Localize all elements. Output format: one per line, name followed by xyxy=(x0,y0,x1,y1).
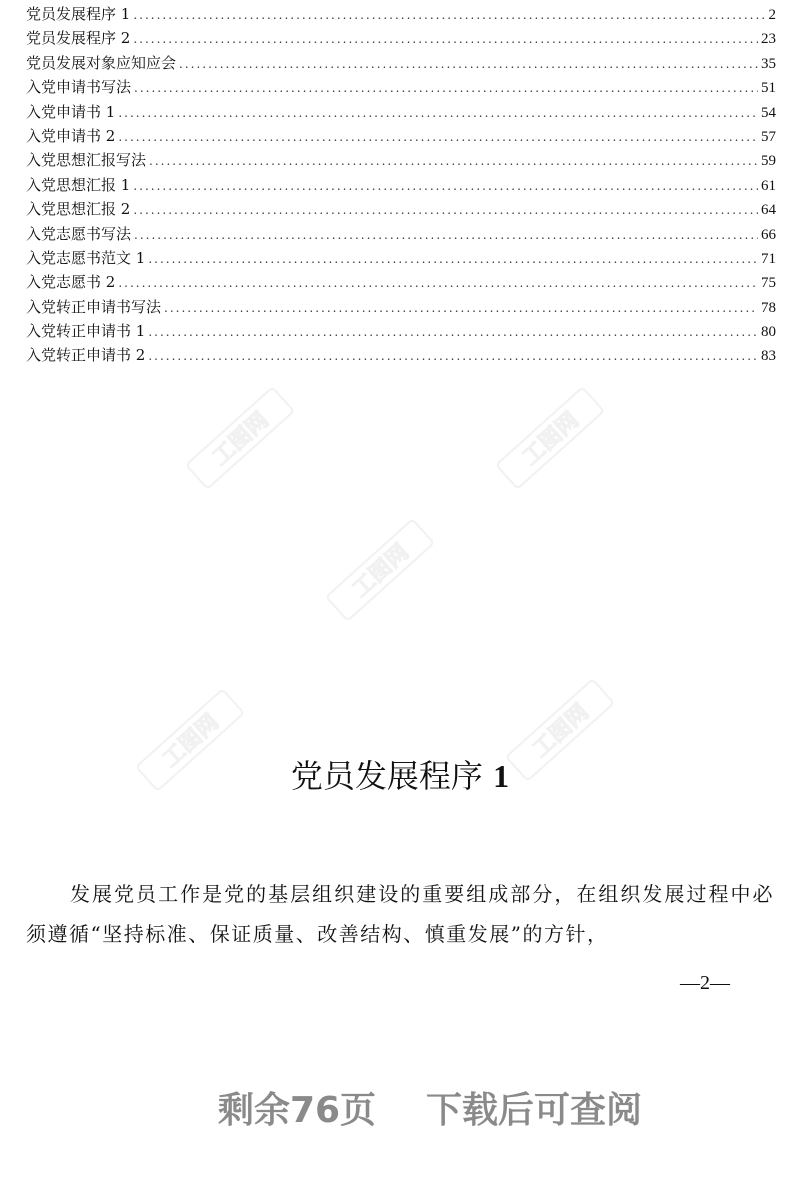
toc-entry[interactable] xyxy=(26,26,776,50)
toc-entry-title: 入党思想汇报 2 xyxy=(26,200,131,219)
toc-dot-leader xyxy=(134,76,758,100)
toc-entry[interactable] xyxy=(26,2,776,26)
toc-entry-title: 入党转正申请书 1 xyxy=(26,322,146,341)
toc-entry[interactable] xyxy=(26,148,776,172)
toc-entry[interactable] xyxy=(26,173,776,197)
remaining-pages-text: 剩余76页 xyxy=(217,1090,377,1131)
svg-text:工图网: 工图网 xyxy=(348,539,414,603)
toc-entry-page: 78 xyxy=(761,299,776,316)
toc-entry-page: 75 xyxy=(761,275,776,292)
download-prompt[interactable] xyxy=(0,1084,800,1138)
section-heading-number: 1 xyxy=(493,758,510,794)
body-paragraph: 发展党员工作是党的基层组织建设的重要组成部分，在组织发展过程中必须遵循“坚持标准、保证质量、改善结构、慎重发展”的方针， xyxy=(26,882,774,946)
toc-entry-page: 23 xyxy=(761,31,776,48)
toc-entry-page: 64 xyxy=(761,202,776,219)
toc-entry-title: 入党志愿书写法 xyxy=(26,224,132,243)
toc-entry[interactable] xyxy=(26,246,776,270)
toc-dot-leader xyxy=(118,101,758,125)
svg-text:工图网: 工图网 xyxy=(518,407,584,471)
toc-entry-page: 66 xyxy=(761,226,776,243)
section-heading xyxy=(0,748,800,804)
toc-dot-leader xyxy=(148,344,758,368)
svg-text:工图网: 工图网 xyxy=(208,407,274,471)
toc-entry-title: 入党申请书 2 xyxy=(26,126,116,145)
toc-dot-leader xyxy=(134,223,758,247)
toc-dot-leader xyxy=(118,271,758,295)
toc-entry-title: 党员发展对象应知应会 xyxy=(26,53,177,72)
toc-entry-title: 入党志愿书 2 xyxy=(26,273,116,292)
svg-text:工图网: 工图网 xyxy=(528,699,594,763)
toc-entry-title: 入党思想汇报 1 xyxy=(26,175,131,194)
toc-entry-title: 入党志愿书范文 1 xyxy=(26,248,146,267)
toc-entry[interactable] xyxy=(26,270,776,294)
toc-entry[interactable] xyxy=(26,124,776,148)
toc-entry-title: 党员发展程序 2 xyxy=(26,29,131,48)
toc-entry-page: 51 xyxy=(761,80,776,97)
toc-entry[interactable] xyxy=(26,100,776,124)
toc-entry[interactable] xyxy=(26,222,776,246)
download-to-read-text: 下载后可查阅 xyxy=(426,1090,643,1131)
toc-entry-page: 83 xyxy=(761,348,776,365)
section-heading-text: 党员发展程序 xyxy=(290,757,483,795)
toc-entry-page: 2 xyxy=(768,7,776,23)
toc-dot-leader xyxy=(149,149,758,173)
toc-entry-page: 54 xyxy=(761,104,776,121)
toc-entry-page: 35 xyxy=(761,55,776,72)
toc-entry-title: 入党申请书 1 xyxy=(26,102,116,121)
toc-entry-page: 71 xyxy=(761,250,776,267)
toc-entry-page: 80 xyxy=(761,324,776,341)
toc-entry[interactable] xyxy=(26,343,776,367)
svg-text:工图网: 工图网 xyxy=(158,709,224,773)
toc-dot-leader xyxy=(164,296,758,320)
toc-entry-title: 入党转正申请书 2 xyxy=(26,346,146,365)
toc-dot-leader xyxy=(133,3,765,27)
toc-entry-title: 入党思想汇报写法 xyxy=(26,151,147,170)
toc-entry[interactable] xyxy=(26,295,776,319)
toc-dot-leader xyxy=(179,52,758,76)
toc-entry-page: 57 xyxy=(761,128,776,145)
toc-entry-title: 入党转正申请书写法 xyxy=(26,297,162,316)
toc-dot-leader xyxy=(148,320,758,344)
toc-dot-leader xyxy=(148,247,758,271)
watermark-logo xyxy=(322,515,438,625)
toc-dot-leader xyxy=(133,27,758,51)
toc-dot-leader xyxy=(133,174,758,198)
toc-entry-page: 61 xyxy=(761,177,776,194)
watermark-logo xyxy=(182,383,298,493)
toc-dot-leader xyxy=(118,125,758,149)
page-number: —2— xyxy=(680,972,730,994)
toc-entry-title: 入党申请书写法 xyxy=(26,78,132,97)
toc-entry-title: 党员发展程序 1 xyxy=(26,5,131,23)
toc-entry[interactable] xyxy=(26,51,776,75)
toc-entry-page: 59 xyxy=(761,153,776,170)
toc-dot-leader xyxy=(133,198,758,222)
toc-entry[interactable] xyxy=(26,75,776,99)
watermark-logo xyxy=(492,383,608,493)
toc-entry[interactable] xyxy=(26,319,776,343)
table-of-contents xyxy=(26,2,776,368)
toc-entry[interactable] xyxy=(26,197,776,221)
